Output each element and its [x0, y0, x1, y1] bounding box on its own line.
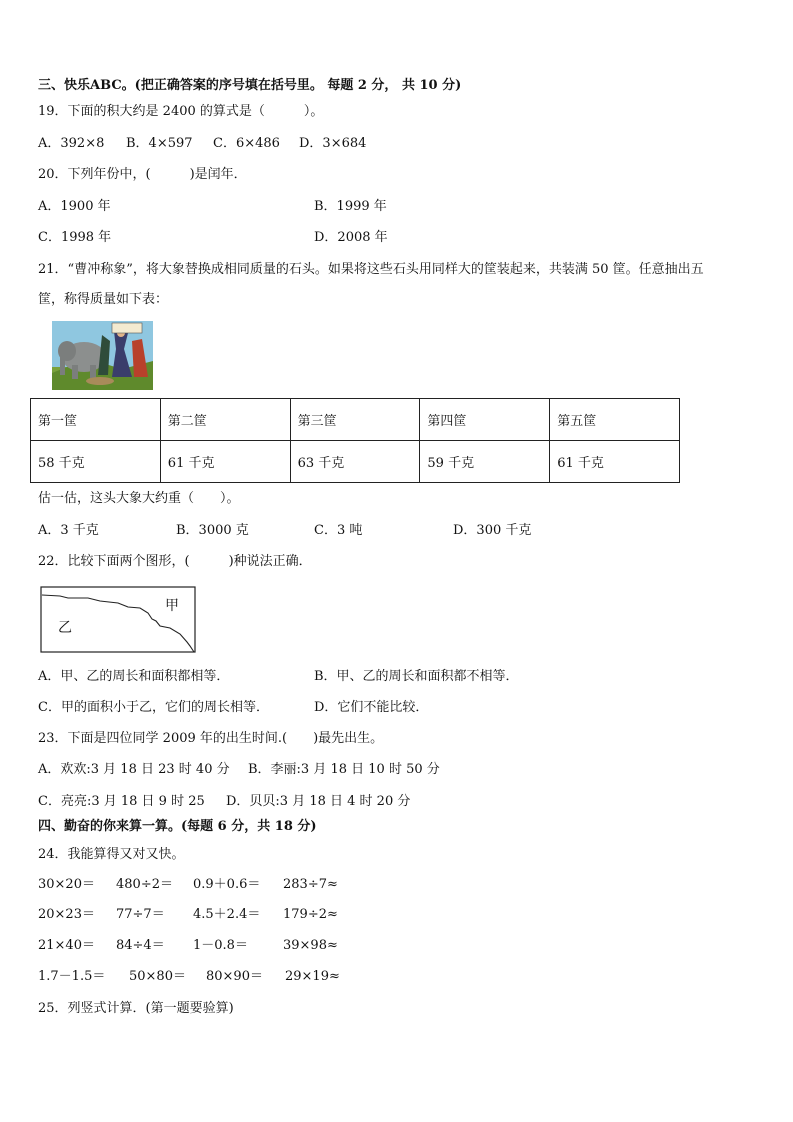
q20-stem: 20．下列年份中，( )是闰年．	[38, 167, 247, 182]
calc-item: 1.7－1.5＝	[38, 969, 106, 984]
calc-item: 4.5＋2.4＝	[193, 907, 261, 922]
q24-stem: 24．我能算得又对又快。	[38, 847, 185, 862]
calc-item: 39×98≈	[283, 938, 338, 953]
table-header-cell: 第四筐	[420, 399, 550, 441]
jia-yi-shape-figure	[40, 586, 196, 653]
calc-item: 179÷2≈	[283, 907, 338, 922]
table-header-cell: 第三筐	[290, 399, 420, 441]
calc-item: 80×90＝	[206, 969, 263, 984]
q21-question: 估一估，这头大象大约重（ ）。	[38, 491, 240, 506]
q20-option-c: C．1998 年	[38, 230, 112, 245]
table-cell: 58 千克	[31, 441, 161, 483]
calc-item: 50×80＝	[129, 969, 186, 984]
basket-weight-table	[30, 398, 680, 483]
q20-option-b: B．1999 年	[314, 199, 387, 214]
figure-label-yi: 乙	[58, 619, 72, 635]
q23-option-d: D．贝贝:3 月 18 日 4 时 20 分	[226, 794, 411, 809]
section-4-title: 四、勤奋的你来算一算。(每题 6 分，共 18 分)	[38, 819, 317, 834]
table-cell: 63 千克	[290, 441, 420, 483]
q20-option-a: A．1900 年	[38, 199, 111, 214]
q21-option-b: B．3000 克	[176, 523, 249, 538]
q19-option-a: A．392×8	[38, 136, 105, 151]
calc-item: 1－0.8＝	[193, 938, 248, 953]
figure-label-jia: 甲	[165, 597, 179, 613]
table-row	[31, 399, 680, 441]
q21-option-c: C．3 吨	[314, 523, 363, 538]
q19-option-d: D．3×684	[299, 136, 367, 151]
q19-stem: 19．下面的积大约是 2400 的算式是（ ）。	[38, 104, 324, 119]
calc-item: 30×20＝	[38, 877, 95, 892]
section-3-title: 三、快乐ABC。(把正确答案的序号填在括号里。 每题 2 分， 共 10 分)	[38, 78, 462, 93]
q22-option-c: C．甲的面积小于乙，它们的周长相等．	[38, 700, 269, 715]
q21-stem-line1: 21．“曹冲称象”，将大象替换成相同质量的石头。如果将这些石头用同样大的筐装起来，共装满 50 筐。任意抽出五	[38, 262, 704, 277]
table-header-cell: 第五筐	[550, 399, 680, 441]
q19-option-b: B．4×597	[126, 136, 193, 151]
q20-option-d: D．2008 年	[314, 230, 388, 245]
q21-stem-line2: 筐，称得质量如下表：	[38, 292, 169, 307]
q22-option-d: D．它们不能比较．	[314, 700, 429, 715]
table-cell: 61 千克	[550, 441, 680, 483]
q22-option-b: B．甲、乙的周长和面积都不相等．	[314, 669, 519, 684]
calc-item: 21×40＝	[38, 938, 95, 953]
calc-item: 480÷2＝	[116, 877, 173, 892]
q19-option-c: C．6×486	[213, 136, 280, 151]
q22-option-a: A．甲、乙的周长和面积都相等．	[38, 669, 230, 684]
table-header-cell: 第一筐	[31, 399, 161, 441]
q22-stem: 22．比较下面两个图形，( )种说法正确．	[38, 554, 312, 569]
q23-stem: 23．下面是四位同学 2009 年的出生时间.( )最先出生。	[38, 731, 384, 746]
q23-option-a: A．欢欢:3 月 18 日 23 时 40 分	[38, 762, 230, 777]
q21-option-a: A．3 千克	[38, 523, 99, 538]
table-row	[31, 441, 680, 483]
q25-stem: 25．列竖式计算．(第一题要验算)	[38, 1001, 234, 1016]
q23-option-b: B．李丽:3 月 18 日 10 时 50 分	[248, 762, 440, 777]
calc-item: 77÷7＝	[116, 907, 165, 922]
calc-item: 283÷7≈	[283, 877, 338, 892]
table-header-cell: 第二筐	[160, 399, 290, 441]
q23-option-c: C．亮亮:3 月 18 日 9 时 25	[38, 794, 205, 809]
table-cell: 61 千克	[160, 441, 290, 483]
calc-item: 29×19≈	[285, 969, 340, 984]
calc-item: 0.9＋0.6＝	[193, 877, 261, 892]
cao-chong-elephant-illustration	[52, 321, 153, 390]
calc-item: 20×23＝	[38, 907, 95, 922]
table-cell: 59 千克	[420, 441, 550, 483]
q21-option-d: D．300 千克	[453, 523, 532, 538]
calc-item: 84÷4＝	[116, 938, 165, 953]
